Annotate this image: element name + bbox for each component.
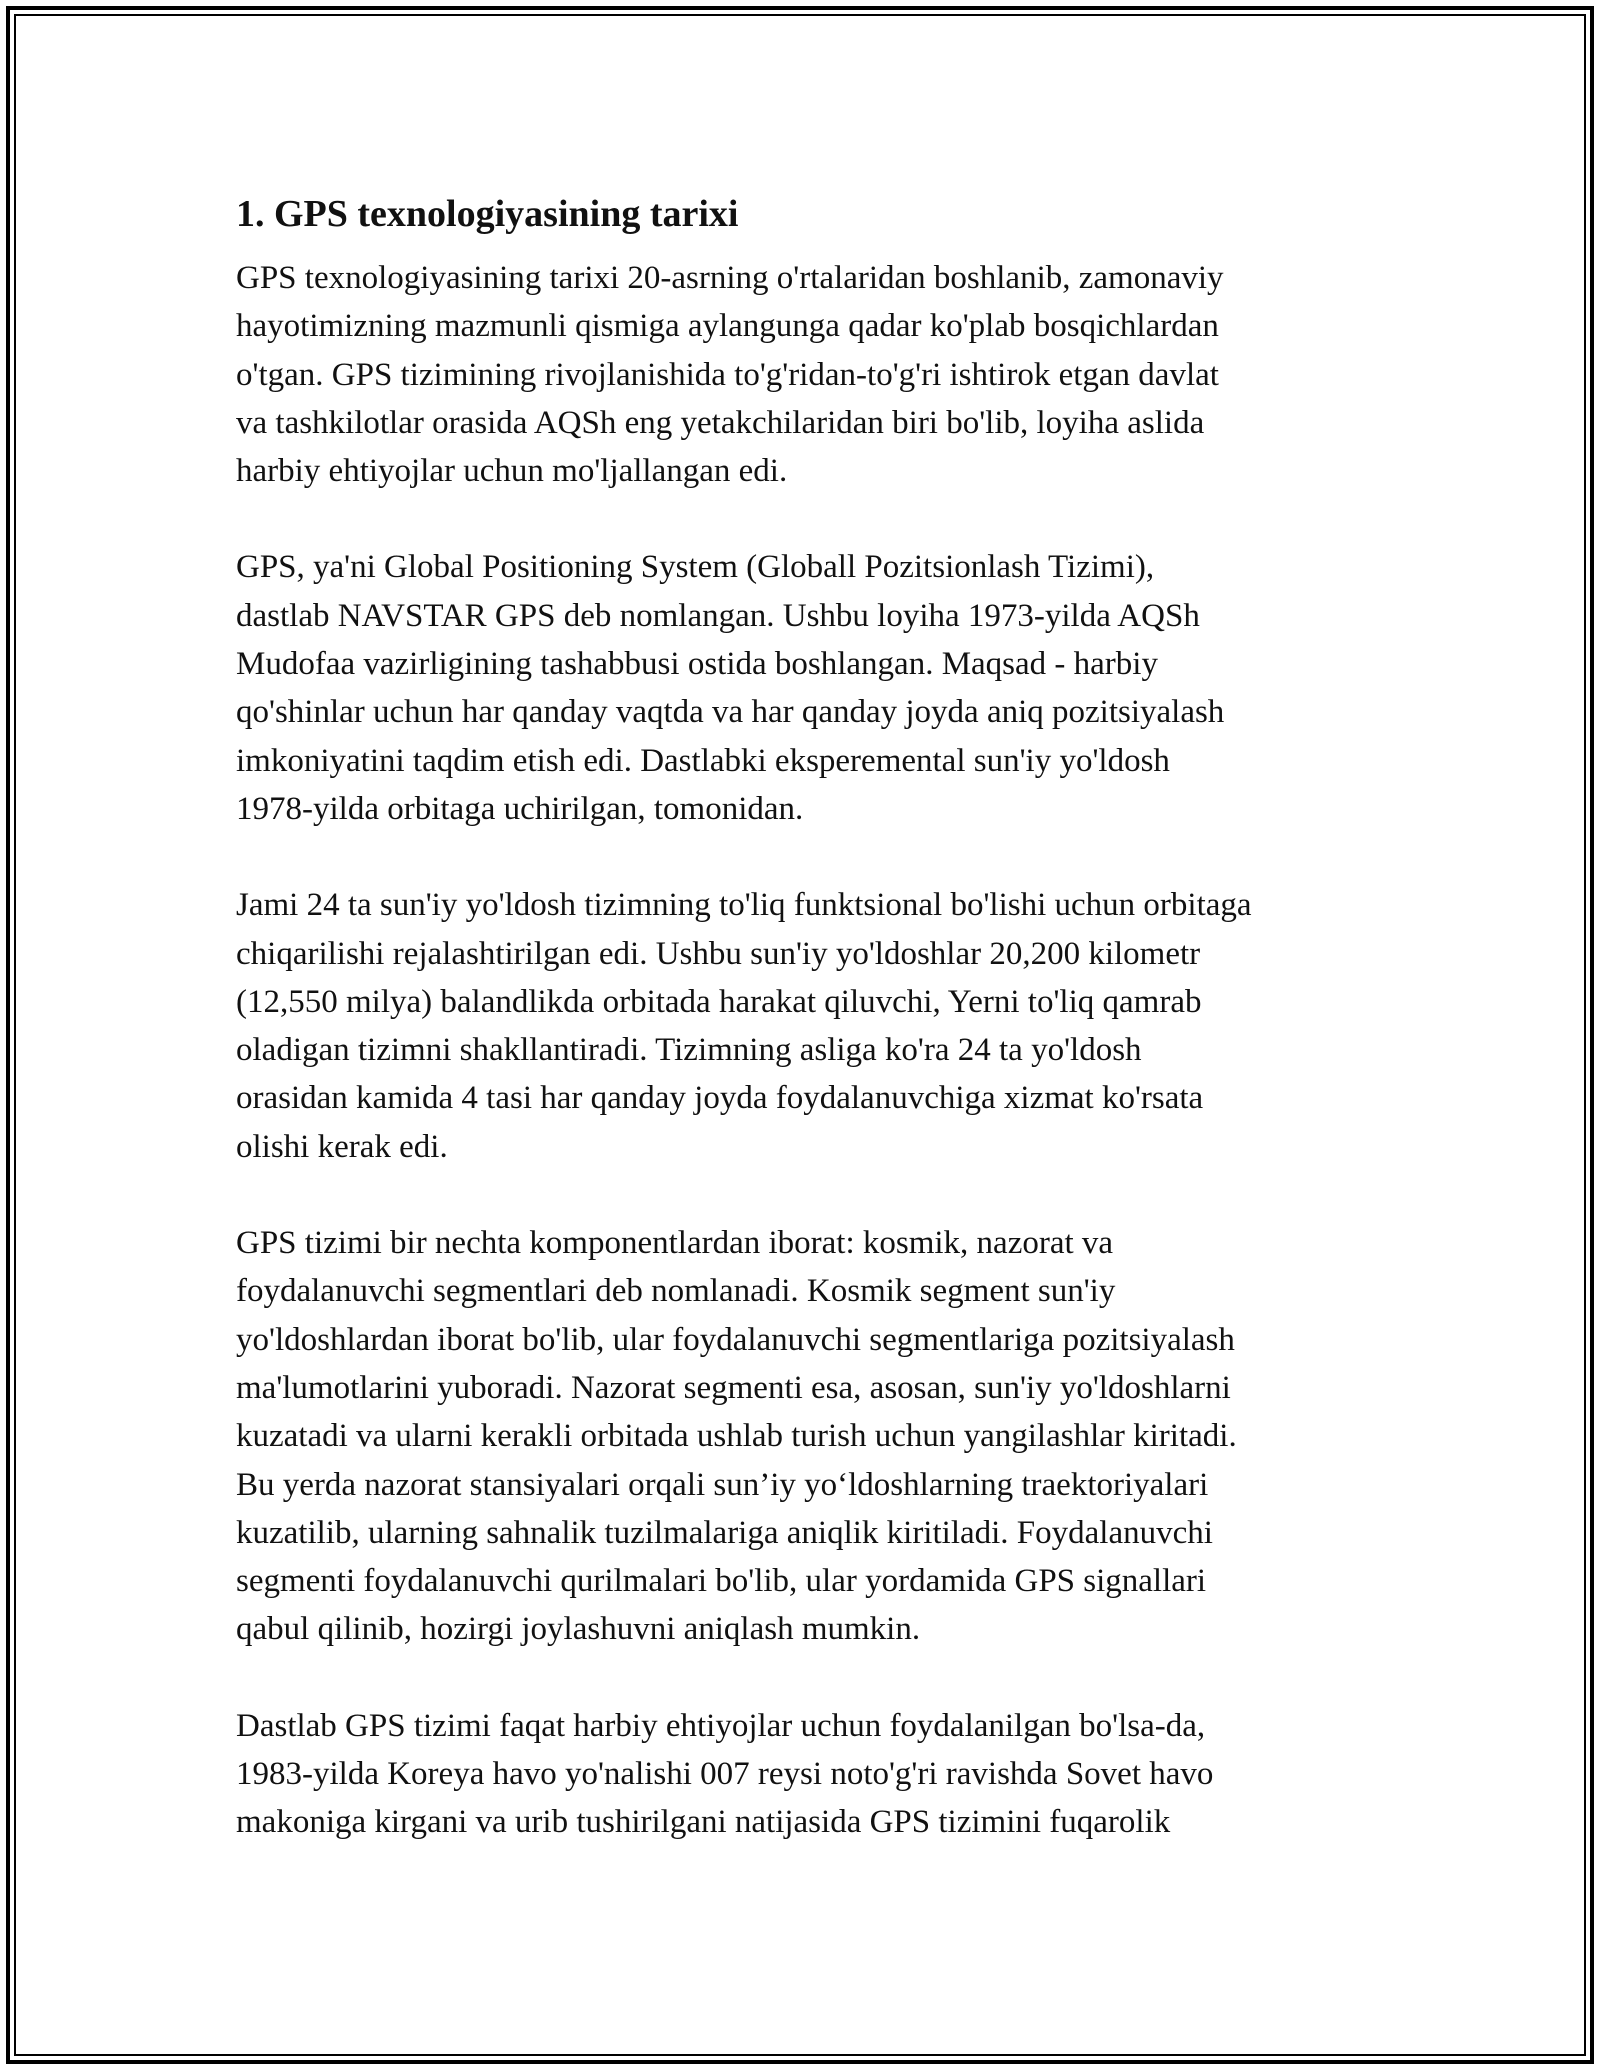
- paragraph-line: kuzatadi va ularni kerakli orbitada ushlab turish uchun yangilashlar kiritadi.: [236, 1418, 1237, 1455]
- paragraph-line: GPS tizimi bir nechta komponentlardan iborat: kosmik, nazorat va: [236, 1225, 1114, 1262]
- paragraph-line: segmenti foydalanuvchi qurilmalari bo'lib, ular yordamida GPS signallari: [236, 1563, 1207, 1600]
- paragraph-line: Mudofaa vazirligining tashabbusi ostida boshlangan. Maqsad - harbiy: [236, 646, 1158, 683]
- paragraph-line: imkoniyatini taqdim etish edi. Dastlabki eksperemental sun'iy yo'ldosh: [236, 742, 1170, 779]
- paragraph-line: olishi kerak edi.: [236, 1128, 448, 1165]
- paragraph-line: qo'shinlar uchun har qanday vaqtda va har qanday joyda aniq pozitsiyalash: [236, 694, 1225, 731]
- paragraph-line: 1978-yilda orbitaga uchirilgan, tomonidan.: [236, 790, 804, 827]
- paragraph-2: [236, 543, 1376, 833]
- paragraph-line: qabul qilinib, hozirgi joylashuvni aniqlash mumkin.: [236, 1611, 921, 1648]
- paragraph-line: harbiy ehtiyojlar uchun mo'ljallangan edi.: [236, 453, 788, 490]
- paragraph-line: Bu yerda nazorat stansiyalari orqali sun’iy yo‘ldoshlarning traektoriyalari: [236, 1466, 1209, 1503]
- paragraph-5: [236, 1702, 1376, 1847]
- paragraph-line: kuzatilib, ularning sahnalik tuzilmalariga aniqlik kiritiladi. Foydalanuvchi: [236, 1514, 1213, 1551]
- paragraph-line: (12,550 milya) balandlikda orbitada harakat qiluvchi, Yerni to'liq qamrab: [236, 983, 1202, 1020]
- paragraph-line: GPS texnologiyasining tarixi 20-asrning o'rtalaridan boshlanib, zamonaviy: [236, 260, 1224, 296]
- paragraph-list: [236, 254, 1376, 1847]
- paragraph-line: oladigan tizimni shakllantiradi. Tizimning asliga ko'ra 24 ta yo'ldosh: [236, 1032, 1142, 1069]
- paragraph-1: [236, 254, 1376, 495]
- paragraph-line: dastlab NAVSTAR GPS deb nomlangan. Ushbu loyiha 1973-yilda AQSh: [236, 597, 1200, 634]
- paragraph-line: makoniga kirgani va urib tushirilgani natijasida GPS tizimini fuqarolik: [236, 1804, 1171, 1841]
- paragraph-line: foydalanuvchi segmentlari deb nomlanadi. Kosmik segment sun'iy: [236, 1273, 1116, 1310]
- section-heading: 1. GPS texnologiyasining tarixi: [236, 193, 739, 235]
- paragraph-4: [236, 1219, 1376, 1654]
- paragraph-line: yo'ldoshlardan iborat bo'lib, ular foydalanuvchi segmentlariga pozitsiyalash: [236, 1321, 1235, 1358]
- paragraph-line: orasidan kamida 4 tasi har qanday joyda foydalanuvchiga xizmat ko'rsata: [236, 1080, 1204, 1117]
- paragraph-line: o'tgan. GPS tizimining rivojlanishida to'g'ridan-to'g'ri ishtirok etgan davlat: [236, 356, 1219, 393]
- paragraph-line: va tashkilotlar orasida AQSh eng yetakchilaridan biri bo'lib, loyiha aslida: [236, 404, 1205, 441]
- paragraph-line: Dastlab GPS tizimi faqat harbiy ehtiyojlar uchun foydalanilgan bo'lsa-da,: [236, 1707, 1206, 1744]
- paragraph-3: [236, 881, 1376, 1171]
- paragraph-line: ma'lumotlarini yuboradi. Nazorat segmenti esa, asosan, sun'iy yo'ldoshlarni: [236, 1369, 1231, 1406]
- paragraph-line: Jami 24 ta sun'iy yo'ldosh tizimning to'liq funktsional bo'lishi uchun orbitaga: [236, 887, 1252, 924]
- document-body: [236, 188, 1376, 1895]
- paragraph-line: 1983-yilda Koreya havo yo'nalishi 007 reysi noto'g'ri ravishda Sovet havo: [236, 1756, 1214, 1793]
- paragraph-line: GPS, ya'ni Global Positioning System (Globall Pozitsionlash Tizimi),: [236, 549, 1155, 586]
- paragraph-line: chiqarilishi rejalashtirilgan edi. Ushbu sun'iy yo'ldoshlar 20,200 kilometr: [236, 935, 1201, 972]
- paragraph-line: hayotimizning mazmunli qismiga aylangunga qadar ko'plab bosqichlardan: [236, 308, 1219, 345]
